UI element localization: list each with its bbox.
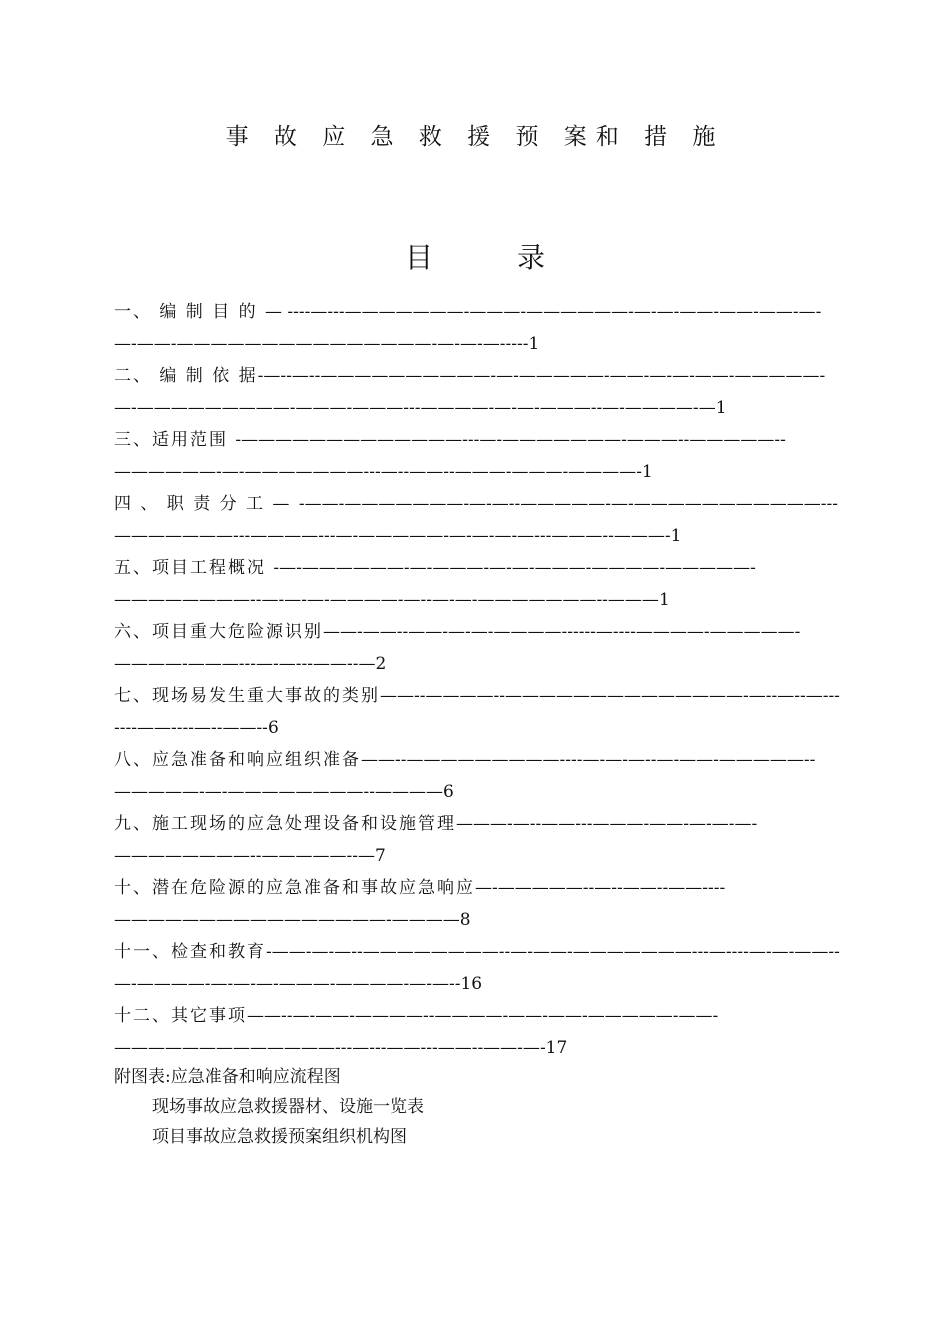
toc-entry-label: 六、项目重大危险源识别 [114,622,323,642]
toc-entry-label: 八、应急准备和响应组织准备 [114,750,361,770]
toc-entry-label: 四 、 职 责 分 工 — [114,494,299,514]
toc-entry-label: 九、施工现场的应急处理设备和设施管理 [114,814,456,834]
toc-entry-leader: ———-—--——---———-——-—-—-—-————————--—————-- [114,814,758,866]
toc-entry-label: 十二、其它事项 [114,1006,247,1026]
toc-entry-leader: ——--—-——-————--————-——-——-—————-——-—————————————---—---——---——--——-— [114,1006,719,1058]
toc-entry[interactable] [114,680,842,744]
toc-heading-left: 目 [404,241,433,274]
toc-heading [0,236,950,276]
toc-entry[interactable] [114,1000,842,1064]
toc-entry-leader: -—--—--——————————-—-—————-——-—-—-——-—————-—-—————————-———-———---————-—-—-———--—-————- [114,366,826,418]
appendix-label: 附图表:应急准备和响应流程图 [114,1067,341,1087]
toc-heading-right: 录 [517,241,546,274]
document-title: 事 故 应 急 救 援 预 案和 措 施 [225,124,725,150]
toc-entry-leader: —-—————--—--——--——----————————————————-———— [114,878,726,930]
toc-entry-leader: -——-———————-—-—--—————-—-———————————---———————---————---—-—————-—-—-—-—---———--——— [114,494,839,546]
toc-entry-leader: ——-——--——-—-—-————------—----————-—————-————-———---—-—---——--— [114,622,801,674]
toc-entry-page: —7 [357,846,386,866]
toc-entry-page: 1 [658,590,670,610]
toc-entry-label: 五、项目工程概况 [114,558,274,578]
toc-entry[interactable] [114,296,842,360]
toc-entry-leader: — ----—---———————-———-——————-—-—-——-——-——-—-—-——-———————————————-—-—-—----- [114,302,822,354]
toc-entry-page: 6 [267,718,279,738]
appendix-list [114,1062,424,1152]
toc-entry-leader: ——--—————————----—-—-—--—-——-—————--—————-—-————————--———— [114,750,816,802]
toc-entry[interactable] [114,424,842,488]
toc-entry-label: 二、 编 制 依 据 [114,366,258,386]
toc-entry-page: 6 [442,782,454,802]
toc-entry-page: 8 [459,910,471,930]
toc-entry[interactable] [114,360,842,424]
toc-entry-page: -17 [539,1038,568,1058]
appendix-item: 现场事故应急救援器材、设施一览表 [152,1097,424,1117]
toc-entry-label: 三、适用范围 [114,430,236,450]
toc-entry-page: -1 [664,526,682,546]
toc-entry-leader: -——-—-—--————————--—-——-———————---—----—-—-——--—-————-—-—-—-———-————-—-— [114,942,840,994]
toc-entry-label: 七、现场易发生重大事故的类别 [114,686,380,706]
toc-entry-page: 2 [375,654,387,674]
table-of-contents [114,296,842,1064]
toc-entry[interactable] [114,936,842,1000]
toc-entry[interactable] [114,488,842,552]
toc-entry-leader: -—-——————-—-———-—-—-———-————-—————-————————--—-—-—-————-—--—-—-———————--——— [114,558,756,610]
toc-entry[interactable] [114,872,842,936]
toc-entry-label: 一、 编 制 目 的 [114,302,266,322]
toc-entry-page: -1 [636,462,653,482]
toc-entry-leader: ——--————--——————————————-—--—--—-------——----—--——-- [114,686,840,738]
toc-entry[interactable] [114,808,842,872]
toc-entry-leader: -—————————————---—-———————-———--—————--——————-—-———————---—--——--———-———-———— [114,430,786,482]
toc-entry[interactable] [114,616,842,680]
toc-entry-label: 十、潜在危险源的应急准备和事故应急响应 [114,878,475,898]
toc-entry-label: 十一、检查和教育 [114,942,266,962]
toc-entry-page: 1 [528,334,540,354]
toc-entry-page: --16 [448,974,483,994]
appendix-item: 项目事故应急救援预案组织机构图 [152,1127,407,1147]
toc-entry[interactable] [114,552,842,616]
toc-entry[interactable] [114,744,842,808]
toc-entry-page: —1 [698,398,727,418]
